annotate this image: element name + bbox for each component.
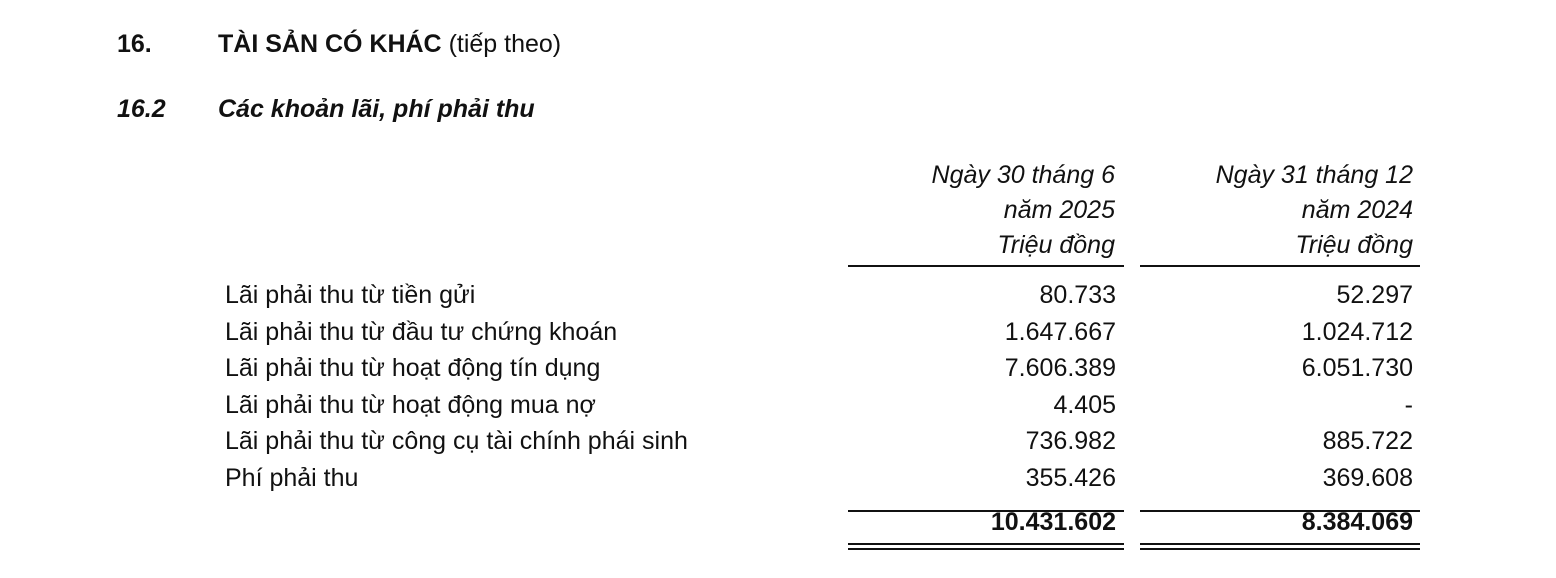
column-header-unit: Triệu đồng	[1295, 231, 1413, 259]
table-row	[0, 278, 1556, 315]
row-value-prior: 6.051.730	[1301, 354, 1413, 382]
subsection-number: 16.2	[117, 95, 166, 123]
total-double-rule-prior	[1140, 543, 1420, 550]
table-row	[0, 424, 1556, 461]
row-label: Lãi phải thu từ đầu tư chứng khoán	[225, 317, 618, 346]
row-label: Lãi phải thu từ công cụ tài chính phái sinh	[225, 427, 688, 455]
row-label: Lãi phải thu từ tiền gửi	[225, 281, 476, 309]
column-header-prior	[1093, 158, 1413, 263]
total-value-prior: 8.384.069	[1301, 508, 1413, 536]
section-title-main: TÀI SẢN CÓ KHÁC	[218, 30, 442, 58]
subsection-title: Các khoản lãi, phí phải thu	[218, 95, 535, 123]
row-value-prior: -	[1404, 390, 1413, 419]
column-header-date: Ngày 31 tháng 12	[1215, 161, 1413, 189]
table-row	[0, 315, 1556, 352]
header-rule-prior	[1140, 265, 1420, 267]
row-value-current: 736.982	[1025, 427, 1116, 455]
receivables-table	[0, 278, 1556, 497]
row-value-current: 4.405	[1053, 390, 1116, 419]
row-value-prior: 1.024.712	[1301, 317, 1413, 346]
row-value-prior: 52.297	[1336, 281, 1413, 309]
row-value-current: 7.606.389	[1004, 354, 1116, 382]
row-label: Phí phải thu	[225, 463, 359, 492]
column-header-current	[795, 158, 1115, 263]
column-header-date: Ngày 30 tháng 6	[931, 161, 1115, 189]
table-row	[0, 351, 1556, 388]
table-row	[0, 461, 1556, 498]
row-value-current: 1.647.667	[1004, 317, 1116, 346]
section-number: 16.	[117, 30, 152, 58]
row-value-prior: 885.722	[1322, 427, 1413, 455]
total-double-rule-current	[848, 543, 1124, 550]
row-label: Lãi phải thu từ hoạt động tín dụng	[225, 354, 601, 382]
row-value-current: 355.426	[1025, 463, 1116, 492]
table-row	[0, 388, 1556, 425]
column-header-year: năm 2025	[1003, 196, 1115, 224]
section-title	[218, 30, 561, 59]
column-header-unit: Triệu đồng	[997, 231, 1115, 259]
section-title-suffix: (tiếp theo)	[448, 30, 562, 58]
row-value-prior: 369.608	[1322, 463, 1413, 492]
total-value-current: 10.431.602	[990, 508, 1116, 536]
row-label: Lãi phải thu từ hoạt động mua nợ	[225, 390, 596, 419]
column-header-year: năm 2024	[1301, 196, 1413, 224]
row-value-current: 80.733	[1039, 281, 1116, 309]
header-rule-current	[848, 265, 1124, 267]
